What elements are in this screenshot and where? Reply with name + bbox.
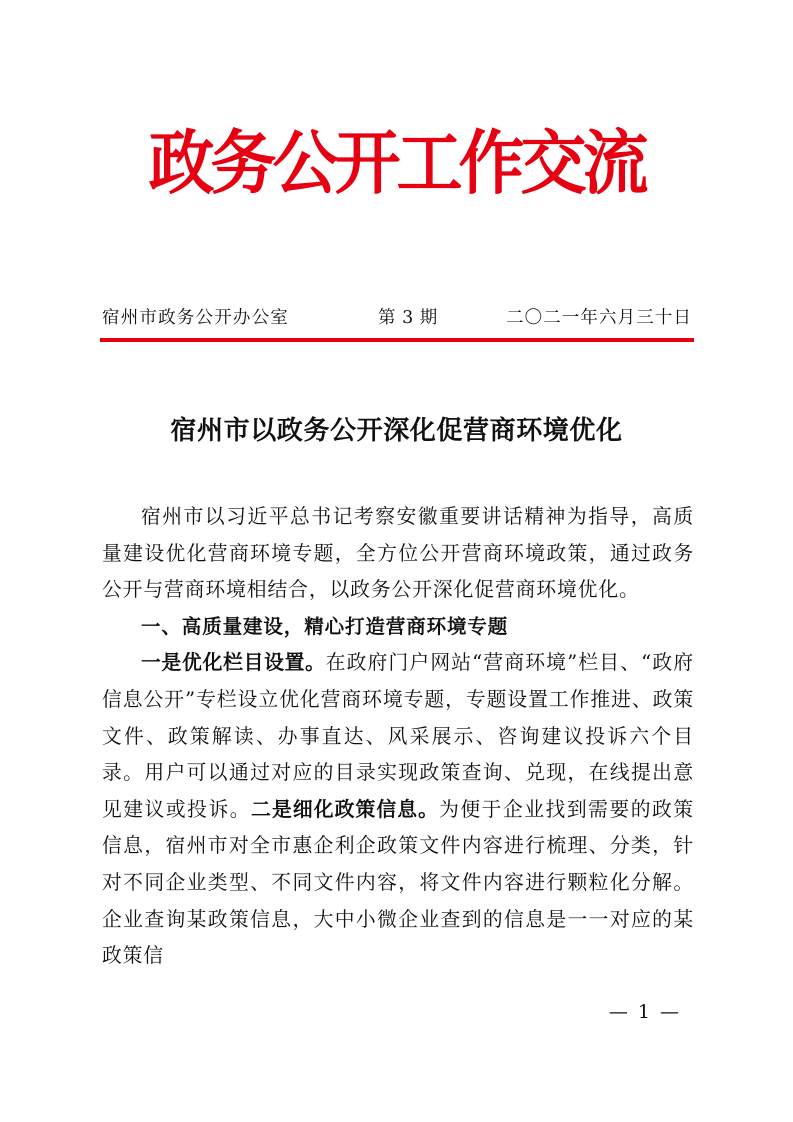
issue-date: 二〇二一年六月三十日 bbox=[506, 308, 692, 328]
article-body bbox=[102, 499, 694, 975]
paragraph-text-1: 在政府门户网站“营商环境”栏目、“政府信息公开”专栏设立优化营商环境专题，专题设置工作推进、政策文件、政策解读、办事直达、风采展示、咨询建议投诉六个目录。用户可以通过对应的目录实现政策查询、兑现，在线提出意见建议或投诉。 bbox=[102, 651, 694, 821]
intro-paragraph: 宿州市以习近平总书记考察安徽重要讲话精神为指导，高质量建设优化营商环境专题，全方位公开营商环境政策，通过政务公开与营商环境相结合，以政务公开深化促营商环境优化。 bbox=[102, 505, 694, 602]
page-number: — 1 — bbox=[608, 1001, 681, 1023]
issuing-office: 宿州市政务公开办公室 bbox=[102, 308, 289, 328]
issue-number: 第 3 期 bbox=[378, 308, 438, 328]
body-paragraph bbox=[102, 645, 694, 974]
lead-phrase-2: 二是细化政策信息。 bbox=[251, 797, 440, 821]
paragraph-text-2: 为便于企业找到需要的政策信息，宿州市对全市惠企利企政策文件内容进行梳理、分类，针对不同企业类型、不同文件内容，将文件内容进行颗粒化分解。企业查询某政策信息，大中小微企业查到的信息是一一对应的某政策信 bbox=[102, 797, 694, 968]
masthead-title: 政务公开工作交流 bbox=[148, 122, 645, 204]
red-divider bbox=[100, 338, 694, 342]
section-heading: 一、高质量建设，精心打造营商环境专题 bbox=[141, 614, 509, 638]
issue-info-line bbox=[102, 303, 692, 333]
article-title: 宿州市以政务公开深化促营商环境优化 bbox=[170, 416, 623, 446]
lead-phrase-1: 一是优化栏目设置。 bbox=[141, 651, 326, 675]
